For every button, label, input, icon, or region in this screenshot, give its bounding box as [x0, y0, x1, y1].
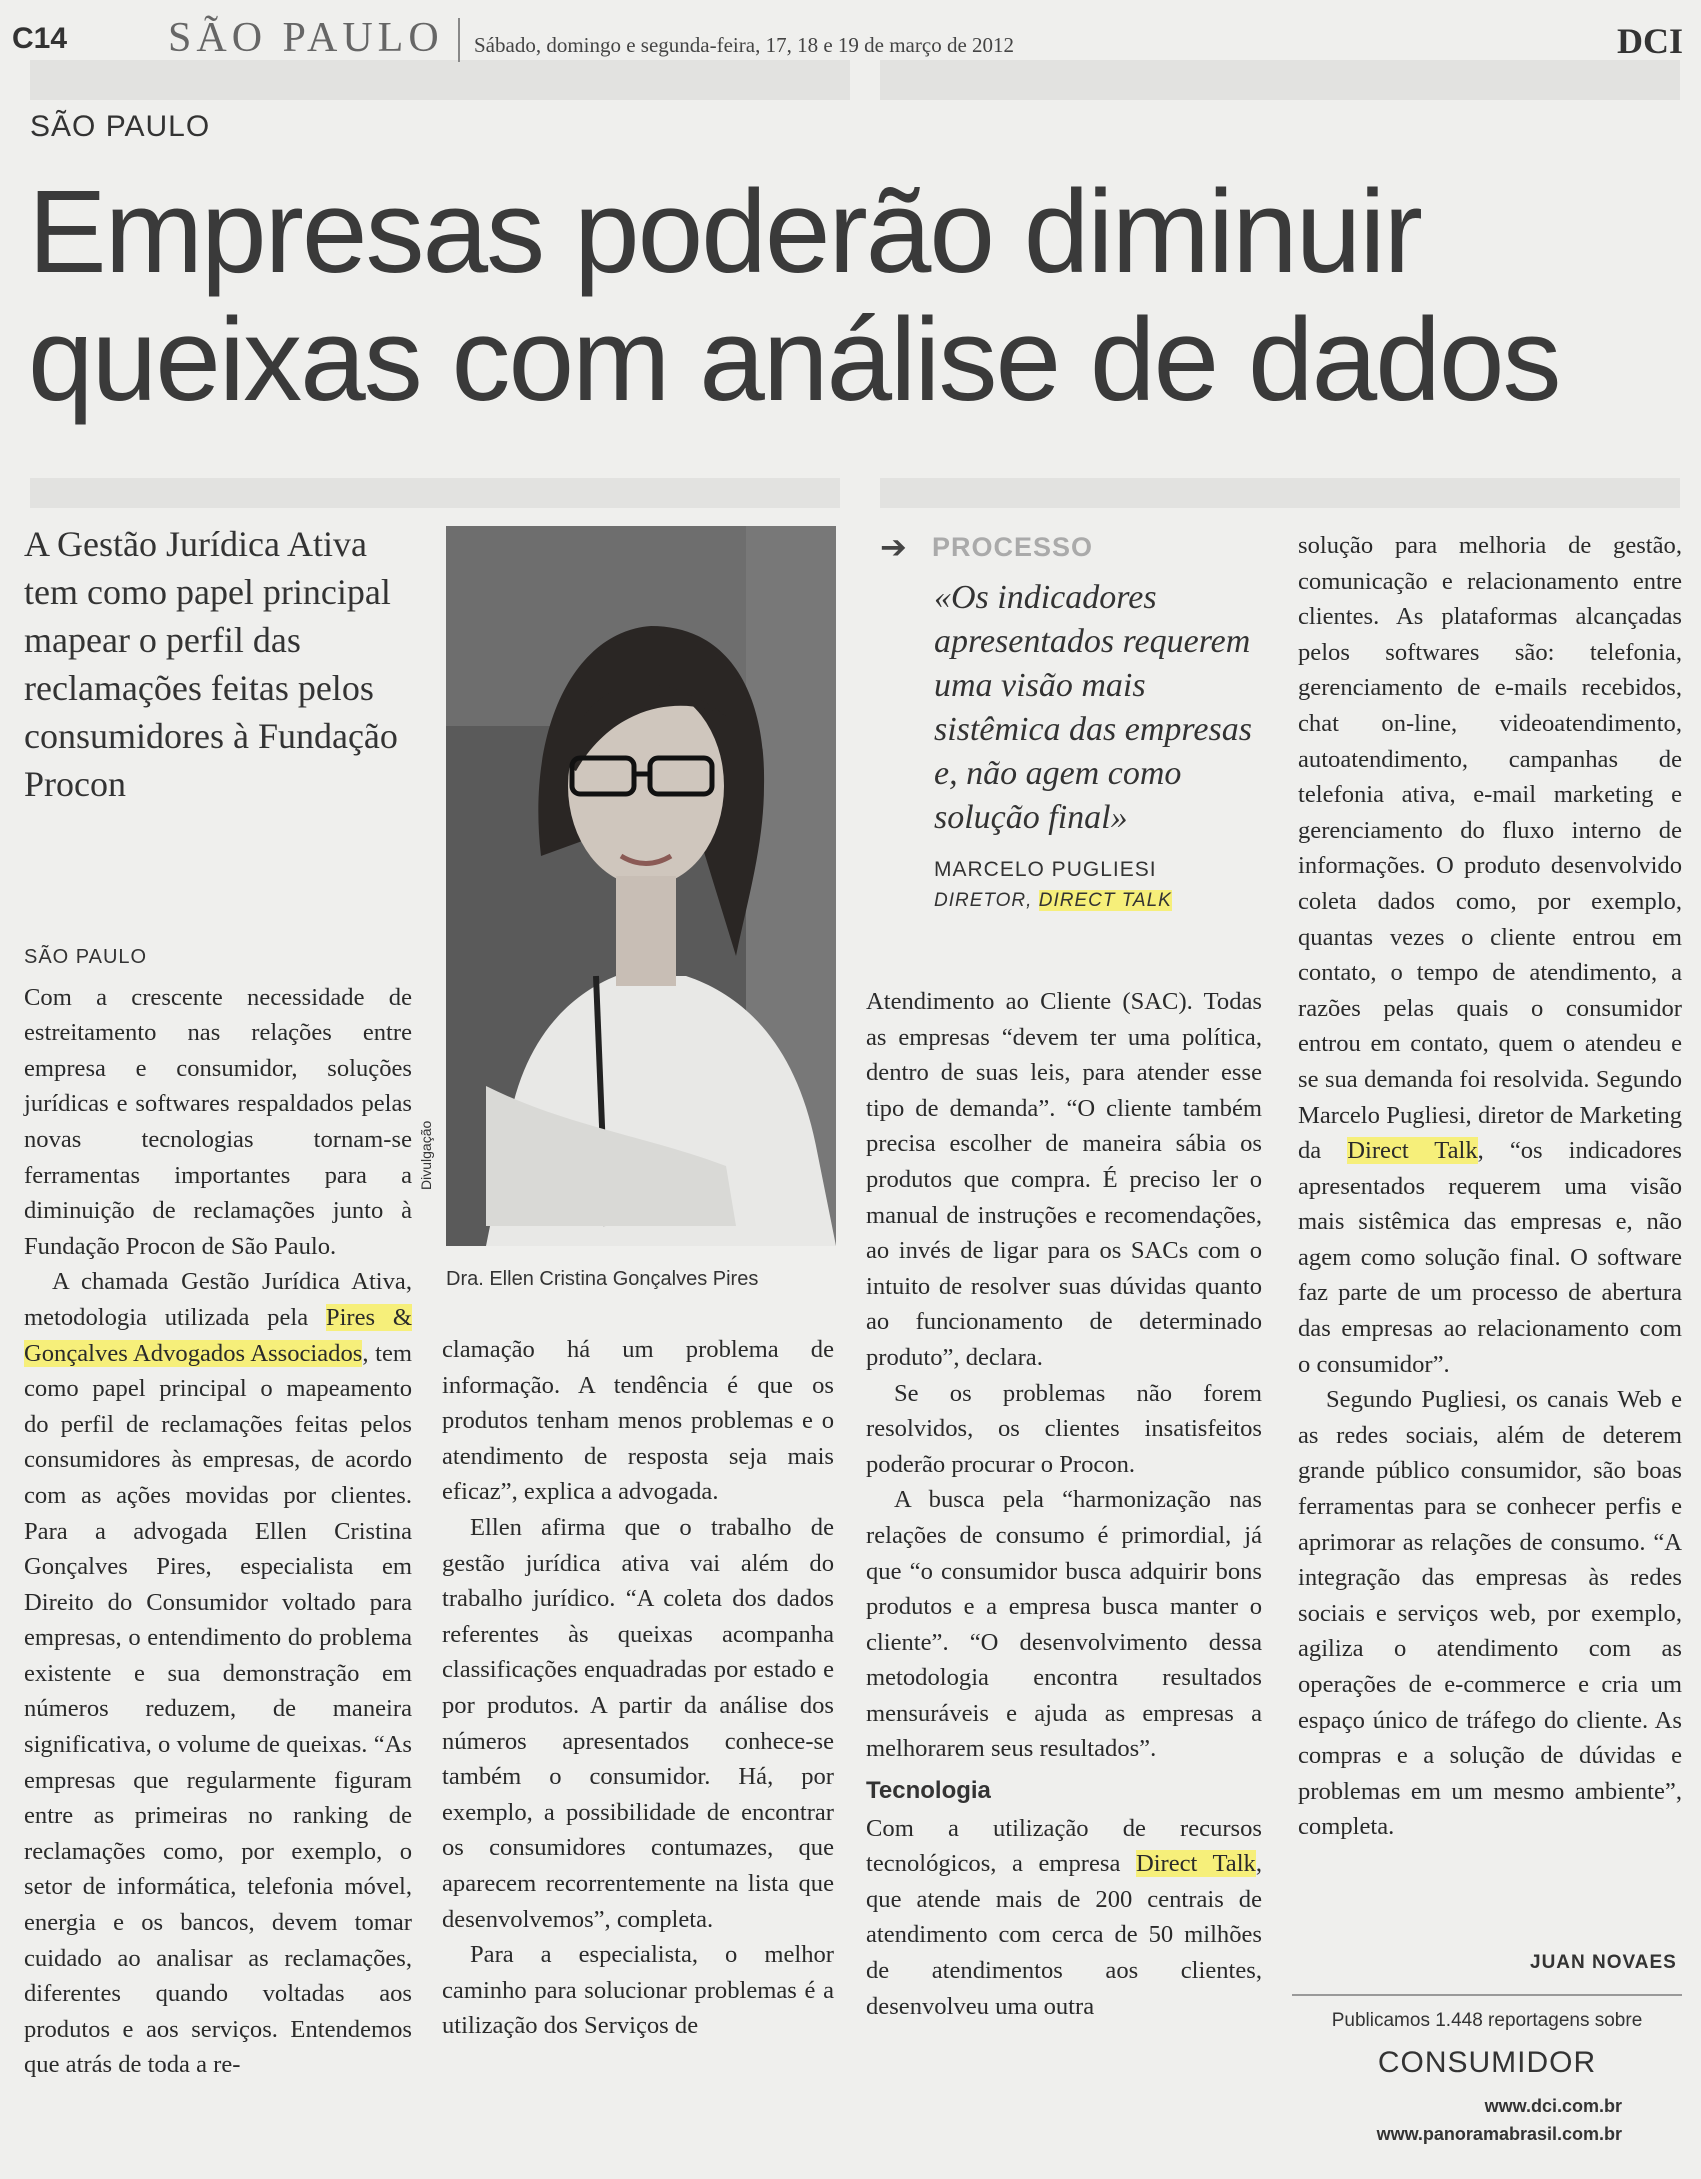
paragraph-text: A chamada Gestão Jurídica Ativa, metodologia utilizada pela [24, 1268, 412, 1331]
highlighted-company: DIRECT TALK [1038, 890, 1172, 911]
pull-quote-section: PROCESSO [932, 532, 1094, 562]
paragraph [24, 1264, 412, 2083]
column-1 [24, 940, 412, 2083]
paragraph-text: solução para melhoria de gestão, comunicação e relacionamento entre clientes. As plataformas alcançadas pelos softwares são: telefonia, gerenciamento de e-mails recebidos, chat on-line, videoatendimento, autoatendimento, campanhas de telefonia ativa, e-mail marketing e gerenciamento do fluxo interno de informações. O produto desenvolvido coleta dados como, por exemplo, quantas vezes o cliente entrou em contato, o tempo de atendimento, a razões pelas quais o consumidor entrou em contato, quem o atendeu e se sua demanda foi resolvida. Segundo Marcelo Pugliesi, diretor de Marketing da [1298, 532, 1682, 1165]
article-kicker: SÃO PAULO [30, 110, 211, 143]
bleed-through [30, 60, 850, 100]
arrow-right-icon: ➔ [880, 528, 907, 566]
portrait-illustration [446, 526, 836, 1246]
headline-line-1: Empresas poderão diminuir [28, 166, 1421, 298]
subheading: Tecnologia [866, 1777, 991, 1805]
bleed-through [30, 478, 840, 508]
paragraph [866, 1811, 1262, 2025]
column-2 [442, 1332, 834, 2044]
section-title: SÃO PAULO [168, 15, 444, 61]
header-divider [458, 18, 460, 62]
photo-caption: Dra. Ellen Cristina Gonçalves Pires [446, 1268, 759, 1290]
paragraph-text: , “os indicadores apresentados requerem uma visão mais sistêmica das empresas e, não agem como solução final. O software faz parte de um processo de abertura das empresas ao relacionamento com o consumidor”. [1298, 1137, 1682, 1378]
publication-name: DCI [1616, 21, 1683, 61]
pull-quote-role [934, 890, 1172, 912]
paragraph: Ellen afirma que o trabalho de gestão jurídica ativa vai além do trabalho jurídico. “A coleta dos dados referentes às queixas acompanha classificações enquadradas por estado e por produtos. A partir da análise dos números apresentados conhece-se também o consumidor. Há, por exemplo, a possibilidade de encontrar os consumidores contumazes, que aparecem recorrentemente na lista que desenvolvemos”, completa. [442, 1513, 834, 1933]
paragraph: clamação há um problema de informação. A tendência é que os produtos tenham menos problemas e o atendimento de resposta seja mais eficaz”, explica a advogada. [442, 1336, 834, 1506]
promo-title: CONSUMIDOR [1377, 2046, 1597, 2079]
dateline: SÃO PAULO [24, 946, 148, 968]
paragraph: Segundo Pugliesi, os canais Web e as redes sociais, além de deterem grande público consumidor, são boas ferramentas para se conhecer perfis e aprimorar as relações de consumo. “A integração das empresas às redes sociais e serviços web, por exemplo, agiliza o atendimento com as operações de e-commerce e cria um espaço único de tráfego do cliente. As compras e a solução de dúvidas e problemas em um mesmo ambiente”, completa. [1298, 1386, 1682, 1841]
pull-quote: «Os indicadores apresentados requerem uma visão mais sistêmica das empresas e, não agem como solução final» [934, 579, 1252, 836]
paragraph: Atendimento ao Cliente (SAC). Todas as empresas “devem ter uma política, dentro de suas leis, para atender esse tipo de demanda”. “O cliente também precisa escolher de maneira sábia os produtos que compra. É preciso ler o manual de instruções e recomendações, ao invés de ligar para os SACs com o intuito de resolver suas dúvidas quanto ao funcionamento de determinado produto”, declara. [866, 988, 1262, 1371]
highlighted-firm-name: Pires & Gonçalves Advogados Associados [24, 1303, 412, 1367]
page-number: C14 [12, 22, 68, 55]
paragraph [1298, 528, 1682, 1382]
paragraph-text: , que atende mais de 200 centrais de atendimento com cerca de 50 milhões de atendimentos aos clientes, desenvolveu uma outra [866, 1850, 1262, 2020]
promo-divider [1292, 1994, 1682, 1996]
paragraph: Se os problemas não forem resolvidos, os clientes insatisfeitos poderão procurar o Procon. [866, 1379, 1262, 1478]
highlighted-company: Direct Talk [1135, 1850, 1256, 1878]
paragraph-text: Com a utilização de recursos tecnológicos, a empresa [866, 1814, 1262, 1878]
photo-credit: Divulgação [418, 1120, 434, 1190]
standfirst: A Gestão Jurídica Ativa tem como papel principal mapear o perfil das reclamações feitas pelos consumidores à Fundação Procon [24, 524, 398, 804]
issue-date: Sábado, domingo e segunda-feira, 17, 18 e 19 de março de 2012 [474, 33, 1015, 57]
pull-quote-author: MARCELO PUGLIESI [934, 858, 1157, 881]
paragraph: A busca pela “harmonização nas relações de consumo é primordial, já que “o consumidor busca adquirir bons produtos e a empresa busca manter o cliente”. “O desenvolvimento dessa metodologia encontra resultados mensuráveis e ajuda as empresas a melhorarem seus resultados”. [866, 1486, 1262, 1763]
bleed-through [880, 60, 1680, 100]
headline [28, 168, 1688, 424]
role-title: DIRETOR, [934, 890, 1033, 911]
paragraph: Com a crescente necessidade de estreitamento nas relações entre empresa e consumidor, soluções jurídicas e softwares respaldados pelas novas tecnologias tornam-se ferramentas importantes para a diminuição de reclamações junto à Fundação Procon de São Paulo. [24, 983, 412, 1260]
paragraph: Para a especialista, o melhor caminho para solucionar problemas é a utilização dos Serviços de [442, 1941, 834, 2040]
portrait-photo [446, 526, 836, 1246]
promo-link-panorama[interactable]: www.panoramabrasil.com.br [1376, 2124, 1622, 2144]
paragraph-text: , tem como papel principal o mapeamento do perfil de reclamações feitas pelos consumidores às empresas, de acordo com as ações movidas por clientes. Para a advogada Ellen Cristina Gonçalves Pires, especialista em Direito do Consumidor voltado para empresas, o entendimento do problema existente e sua demonstração em números reduzem, de maneira significativa, o volume de queixas. “As empresas que regularmente figuram entre as primeiras no ranking de reclamações como, por exemplo, o setor de informática, telefonia móvel, energia e os bancos, devem tomar cuidado ao analisar as reclamações, diferentes quando voltadas aos produtos e aos serviços. Entendemos que atrás de toda a re- [24, 1339, 412, 2079]
column-4 [1298, 528, 1682, 1845]
byline: JUAN NOVAES [1530, 1952, 1677, 1973]
promo-text: Publicamos 1.448 reportagens sobre [1331, 2010, 1643, 2031]
headline-line-2: queixas com análise de dados [28, 294, 1560, 426]
highlighted-company: Direct Talk [1347, 1137, 1478, 1165]
bleed-through [880, 478, 1680, 508]
column-3 [866, 984, 1262, 2024]
promo-link-dci[interactable]: www.dci.com.br [1484, 2096, 1622, 2116]
